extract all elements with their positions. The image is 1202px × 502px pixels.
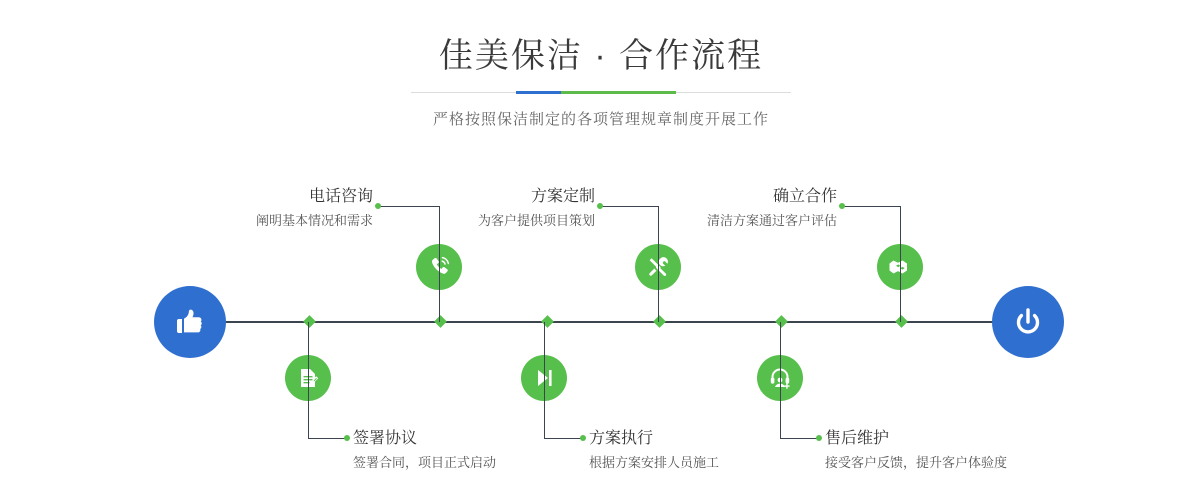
timeline-marker-1b: [434, 315, 447, 328]
step-label-5: [692, 186, 837, 231]
connector-3-horizontal: [600, 206, 658, 207]
connector-6-vertical: [780, 322, 781, 438]
connector-6-horizontal: [780, 438, 818, 439]
step-desc-2: 签署合同，项目正式启动: [353, 455, 497, 470]
connector-4-vertical: [544, 322, 545, 438]
end-node: [992, 286, 1064, 358]
step-label-2: [353, 428, 496, 473]
thumbs-up-icon: [171, 303, 209, 341]
step-desc-6: 接受客户反馈，提升客户体验度: [825, 455, 1008, 470]
step-title-3: 方案定制: [530, 188, 595, 205]
connector-5-dot: [839, 203, 845, 209]
connector-2-horizontal: [308, 438, 346, 439]
connector-4-dot: [580, 435, 586, 441]
step-label-6: [825, 428, 1007, 473]
connector-6-dot: [816, 435, 822, 441]
step-label-4: [589, 428, 719, 473]
step-desc-5: 清洁方案通过客户评估: [706, 213, 837, 228]
step-title-1: 电话咨询: [308, 188, 373, 205]
step-label-1: [225, 186, 373, 231]
connector-2-vertical: [308, 322, 309, 438]
timeline-marker-5b: [895, 315, 908, 328]
step-desc-3: 为客户提供项目策划: [477, 213, 595, 228]
step-desc-1: 阐明基本情况和需求: [255, 213, 373, 228]
connector-3-dot: [597, 203, 603, 209]
timeline-marker-3b: [653, 315, 666, 328]
step-label-3: [450, 186, 595, 231]
connector-5-vertical: [900, 206, 901, 322]
connector-1-dot: [375, 203, 381, 209]
step-desc-4: 根据方案安排人员施工: [589, 455, 720, 470]
start-node: [154, 286, 226, 358]
timeline-marker-1: [303, 315, 316, 328]
connector-1-vertical: [439, 206, 440, 322]
connector-1-horizontal: [378, 206, 439, 207]
step-title-2: 签署协议: [353, 430, 418, 447]
connector-2-dot: [344, 435, 350, 441]
connector-4-horizontal: [544, 438, 582, 439]
step-title-5: 确立合作: [772, 188, 837, 205]
page-title: 佳美保洁 · 合作流程: [438, 37, 764, 75]
step-title-6: 售后维护: [825, 430, 890, 447]
step-title-4: 方案执行: [589, 430, 654, 447]
timeline-marker-5: [775, 315, 788, 328]
page-subtitle: 严格按照保洁制定的各项管理规章制度开展工作: [432, 111, 769, 128]
power-icon: [1009, 303, 1047, 341]
connector-5-horizontal: [842, 206, 900, 207]
connector-3-vertical: [658, 206, 659, 322]
